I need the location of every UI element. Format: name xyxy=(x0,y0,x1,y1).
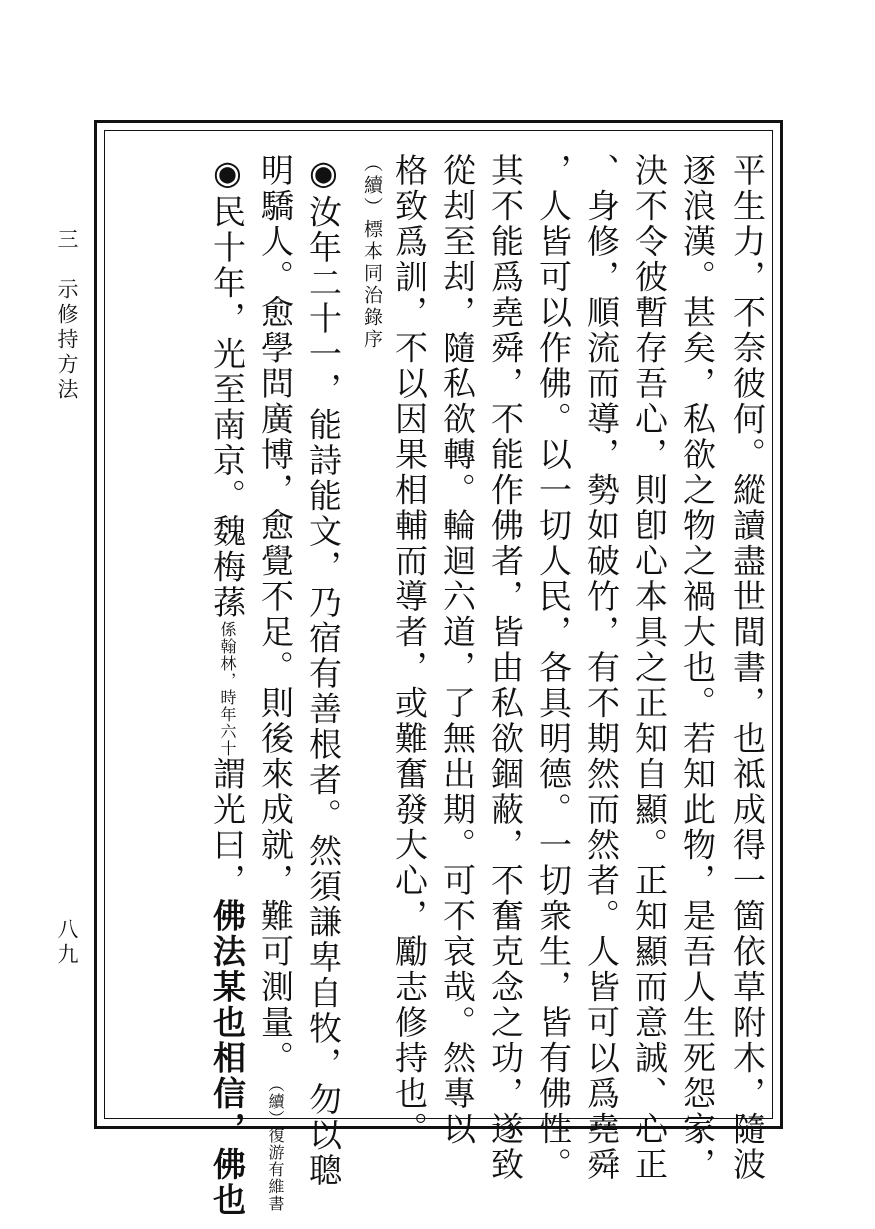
text-segment: 民十年，光至南京。魏梅蓀 xyxy=(208,194,247,621)
text-segment: 從刦至刦，隨私欲轉。輪迴六道，了無出期。可不哀哉。然專以 xyxy=(438,153,477,1147)
text-column xyxy=(435,153,479,1147)
page-number: 八九 xyxy=(55,918,79,968)
text-segment: 其不能爲堯舜，不能作佛者，皆由私欲錮蔽，不奮克念之功，遂致 xyxy=(486,153,525,1183)
text-segment: （續）標本同治錄序 xyxy=(361,153,383,351)
text-segment: 佛法某也相信，佛也 xyxy=(208,898,247,1218)
text-segment: 汝年二十一，能詩能文，乃宿有善根者。然須謙卑自牧，勿以聰 xyxy=(304,194,343,1189)
inline-note: 係翰林，時年六十 xyxy=(218,620,237,757)
text-frame-inner xyxy=(104,130,773,1218)
source-note-column xyxy=(357,153,387,1118)
bullet-mark: ◉ xyxy=(208,153,247,195)
text-column xyxy=(483,153,527,1183)
text-column xyxy=(579,153,623,1183)
text-segment: 格致爲訓，不以因果相輔而導者，或難奮發大心，勵志修持也。 xyxy=(390,153,429,1147)
text-segment: ，人皆可以作佛。以一切人民，各具明德。一切衆生，皆有佛性。 xyxy=(534,153,573,1183)
running-title: 三 示修持方法 xyxy=(55,228,79,403)
text-column xyxy=(253,153,297,1212)
text-column xyxy=(675,153,719,1183)
bullet-mark: ◉ xyxy=(304,153,343,195)
text-frame xyxy=(94,120,783,1218)
text-column xyxy=(725,153,769,1183)
text-segment: 謂光曰， xyxy=(208,756,247,899)
inline-note: （續）復游有維書 xyxy=(266,1076,285,1212)
text-segment: 逐浪漢。甚矣，私欲之物之禍大也。若知此物，是吾人生死怨家， xyxy=(678,153,717,1183)
text-segment: 決不令彼暫存吾心，則卽心本具之正知自顯。正知顯而意誠、心正 xyxy=(630,153,669,1183)
text-column xyxy=(627,153,671,1183)
text-column xyxy=(301,153,345,1189)
text-segment: 平生力，不奈彼何。縱讀盡世間書，也祗成得一箇依草附木，隨波 xyxy=(728,153,767,1183)
text-segment: 明驕人。愈學問廣博，愈覺不足。則後來成就，難可測量。 xyxy=(256,153,295,1076)
text-column xyxy=(531,153,575,1183)
text-column xyxy=(387,153,431,1147)
text-segment: 、身修，順流而導，勢如破竹，有不期然而然者。人皆可以爲堯舜 xyxy=(582,153,621,1183)
text-column xyxy=(205,153,249,1218)
